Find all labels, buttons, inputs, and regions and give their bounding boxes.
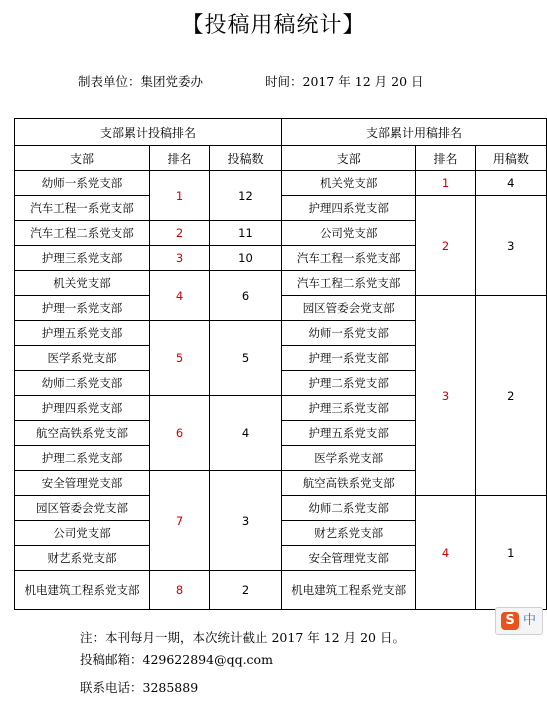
left-table-caption: 支部累计投稿排名 [15,119,282,146]
branch-name: 汽车工程二系党支部 [282,271,416,296]
submission-ranking-table [14,118,282,610]
branch-name: 财艺系党支部 [282,521,416,546]
branch-name: 幼师一系党支部 [282,321,416,346]
branch-name: 汽车工程一系党支部 [282,246,416,271]
sogou-logo-icon[interactable]: S [501,612,519,630]
right-header-branch: 支部 [282,146,416,171]
usage-ranking-table [281,118,547,610]
left-header-rank: 排名 [150,146,210,171]
rank-cell: 4 [150,271,210,321]
rank-cell: 1 [416,171,475,196]
branch-name: 园区管委会党支部 [282,296,416,321]
count-cell: 4 [210,396,282,471]
branch-name: 幼师二系党支部 [282,496,416,521]
rank-cell: 6 [150,396,210,471]
right-header-rank: 排名 [416,146,475,171]
rank-cell: 3 [150,246,210,271]
table-row [282,296,547,321]
table-row [15,571,282,610]
count-cell: 2 [210,571,282,610]
count-cell: 3 [210,471,282,571]
rank-cell: 7 [150,471,210,571]
count-cell: 4 [475,171,546,196]
branch-name: 机关党支部 [15,271,150,296]
branch-name: 幼师一系党支部 [15,171,150,196]
table-row [15,246,282,271]
branch-name: 医学系党支部 [282,446,416,471]
left-header-count: 投稿数 [210,146,282,171]
count-cell: 10 [210,246,282,271]
branch-name: 公司党支部 [282,221,416,246]
branch-name: 汽车工程二系党支部 [15,221,150,246]
branch-name: 医学系党支部 [15,346,150,371]
branch-name: 汽车工程一系党支部 [15,196,150,221]
branch-name: 机电建筑工程系党支部 [282,571,416,610]
branch-name: 航空高铁系党支部 [15,421,150,446]
rank-cell: 8 [150,571,210,610]
table-row [15,271,282,296]
submission-email: 投稿邮箱：429622894@qq.com [80,652,273,667]
branch-name: 财艺系党支部 [15,546,150,571]
right-header-count: 用稿数 [475,146,546,171]
branch-name: 护理一系党支部 [282,346,416,371]
count-cell: 6 [210,271,282,321]
rank-cell: 2 [416,196,475,296]
table-row [15,321,282,346]
input-mode-toggle[interactable]: 中 [523,613,537,628]
branch-name: 护理四系党支部 [282,196,416,221]
branch-name: 航空高铁系党支部 [282,471,416,496]
table-row [15,471,282,496]
branch-name: 园区管委会党支部 [15,496,150,521]
rank-cell: 2 [150,221,210,246]
rank-cell: 3 [416,296,475,496]
branch-name: 护理五系党支部 [15,321,150,346]
branch-name: 幼师二系党支部 [15,371,150,396]
branch-name: 护理三系党支部 [282,396,416,421]
branch-name: 护理五系党支部 [282,421,416,446]
count-cell: 5 [210,321,282,396]
table-row [282,196,547,221]
branch-name: 机关党支部 [282,171,416,196]
branch-name: 公司党支部 [15,521,150,546]
rank-cell: 5 [150,321,210,396]
rank-cell: 4 [416,496,475,610]
unit-label: 制表单位：集团党委办 [78,74,204,89]
table-row [15,221,282,246]
count-cell: 3 [475,196,546,296]
branch-name: 护理二系党支部 [15,446,150,471]
branch-name: 安全管理党支部 [15,471,150,496]
branch-name: 护理三系党支部 [15,246,150,271]
note-text: 注：本刊每月一期，本次统计截止 2017 年 12 月 20 日。 [80,630,405,645]
table-row [15,171,282,196]
count-cell: 2 [475,296,546,496]
count-cell: 1 [475,496,546,610]
ime-toolbar[interactable] [495,607,543,635]
count-cell: 12 [210,171,282,221]
table-row [282,496,547,521]
left-header-branch: 支部 [15,146,150,171]
rank-cell: 1 [150,171,210,221]
right-table-caption: 支部累计用稿排名 [282,119,547,146]
branch-name: 机电建筑工程系党支部 [15,571,150,610]
branch-name: 安全管理党支部 [282,546,416,571]
contact-phone: 联系电话：3285889 [80,680,199,695]
table-row [282,171,547,196]
count-cell: 11 [210,221,282,246]
branch-name: 护理一系党支部 [15,296,150,321]
branch-name: 护理四系党支部 [15,396,150,421]
page-title: 【投稿用稿统计】 [181,13,366,38]
branch-name: 护理二系党支部 [282,371,416,396]
table-row [15,396,282,421]
date-label: 时间：2017 年 12 月 20 日 [265,74,424,89]
